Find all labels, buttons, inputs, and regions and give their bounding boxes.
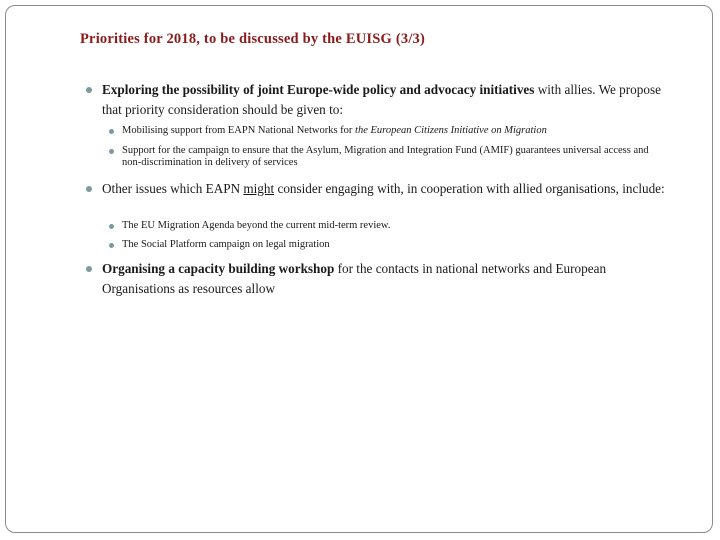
bullet-dot-icon — [86, 186, 92, 192]
bullet-bold-text: Organising a capacity building workshop — [102, 261, 335, 276]
bullet-before-text: Other issues which EAPN — [102, 181, 244, 196]
sub-bullet-migration-agenda — [109, 220, 669, 232]
sub-bullet-text: Support for the campaign to ensure that the Asylum, Migration and Integration Fund (AMIF) guarantees universal access and non-discrimination in delivery of services — [122, 145, 649, 168]
bullet-rest-text: with allies. We propose that priority consideration should be given to: — [102, 82, 661, 117]
sub-bullet-text — [122, 125, 669, 137]
bullet-text — [102, 179, 666, 199]
bullet-capacity-workshop — [86, 259, 666, 299]
sub-bullet-dot-icon — [109, 149, 114, 154]
sub-bullet-text: The Social Platform campaign on legal migration — [122, 239, 330, 250]
sub-bullet-italic-text: the European Citizens Initiative on Migration — [355, 125, 547, 136]
sub-bullet-text: The EU Migration Agenda beyond the current mid-term review. — [122, 220, 391, 231]
bullet-dot-icon — [86, 87, 92, 93]
sub-bullet-plain-text: Mobilising support from EAPN National Networks for — [122, 125, 356, 136]
bullet-joint-initiatives — [86, 80, 666, 120]
sub-bullet-amif — [109, 145, 669, 169]
slide-title: Priorities for 2018, to be discussed by the EUISG (3/3) — [80, 31, 426, 47]
bullet-dot-icon — [86, 266, 92, 272]
sub-bullet-dot-icon — [109, 243, 114, 248]
sub-bullet-mobilising — [109, 125, 669, 137]
bullet-bold-text: Exploring the possibility of joint Europe-wide policy and advocacy initiatives — [102, 82, 535, 97]
bullet-underlined-text: might — [243, 181, 275, 196]
bullet-other-issues — [86, 179, 666, 199]
bullet-text — [102, 259, 666, 299]
bullet-after-text: consider engaging with, in cooperation with allied organisations, include: — [274, 181, 665, 196]
sub-bullet-dot-icon — [109, 224, 114, 229]
sub-bullet-social-platform — [109, 239, 669, 251]
sub-bullet-dot-icon — [109, 129, 114, 134]
bullet-rest-text: for the contacts in national networks and European Organisations as resources allow — [102, 261, 607, 296]
bullet-text — [102, 80, 666, 120]
